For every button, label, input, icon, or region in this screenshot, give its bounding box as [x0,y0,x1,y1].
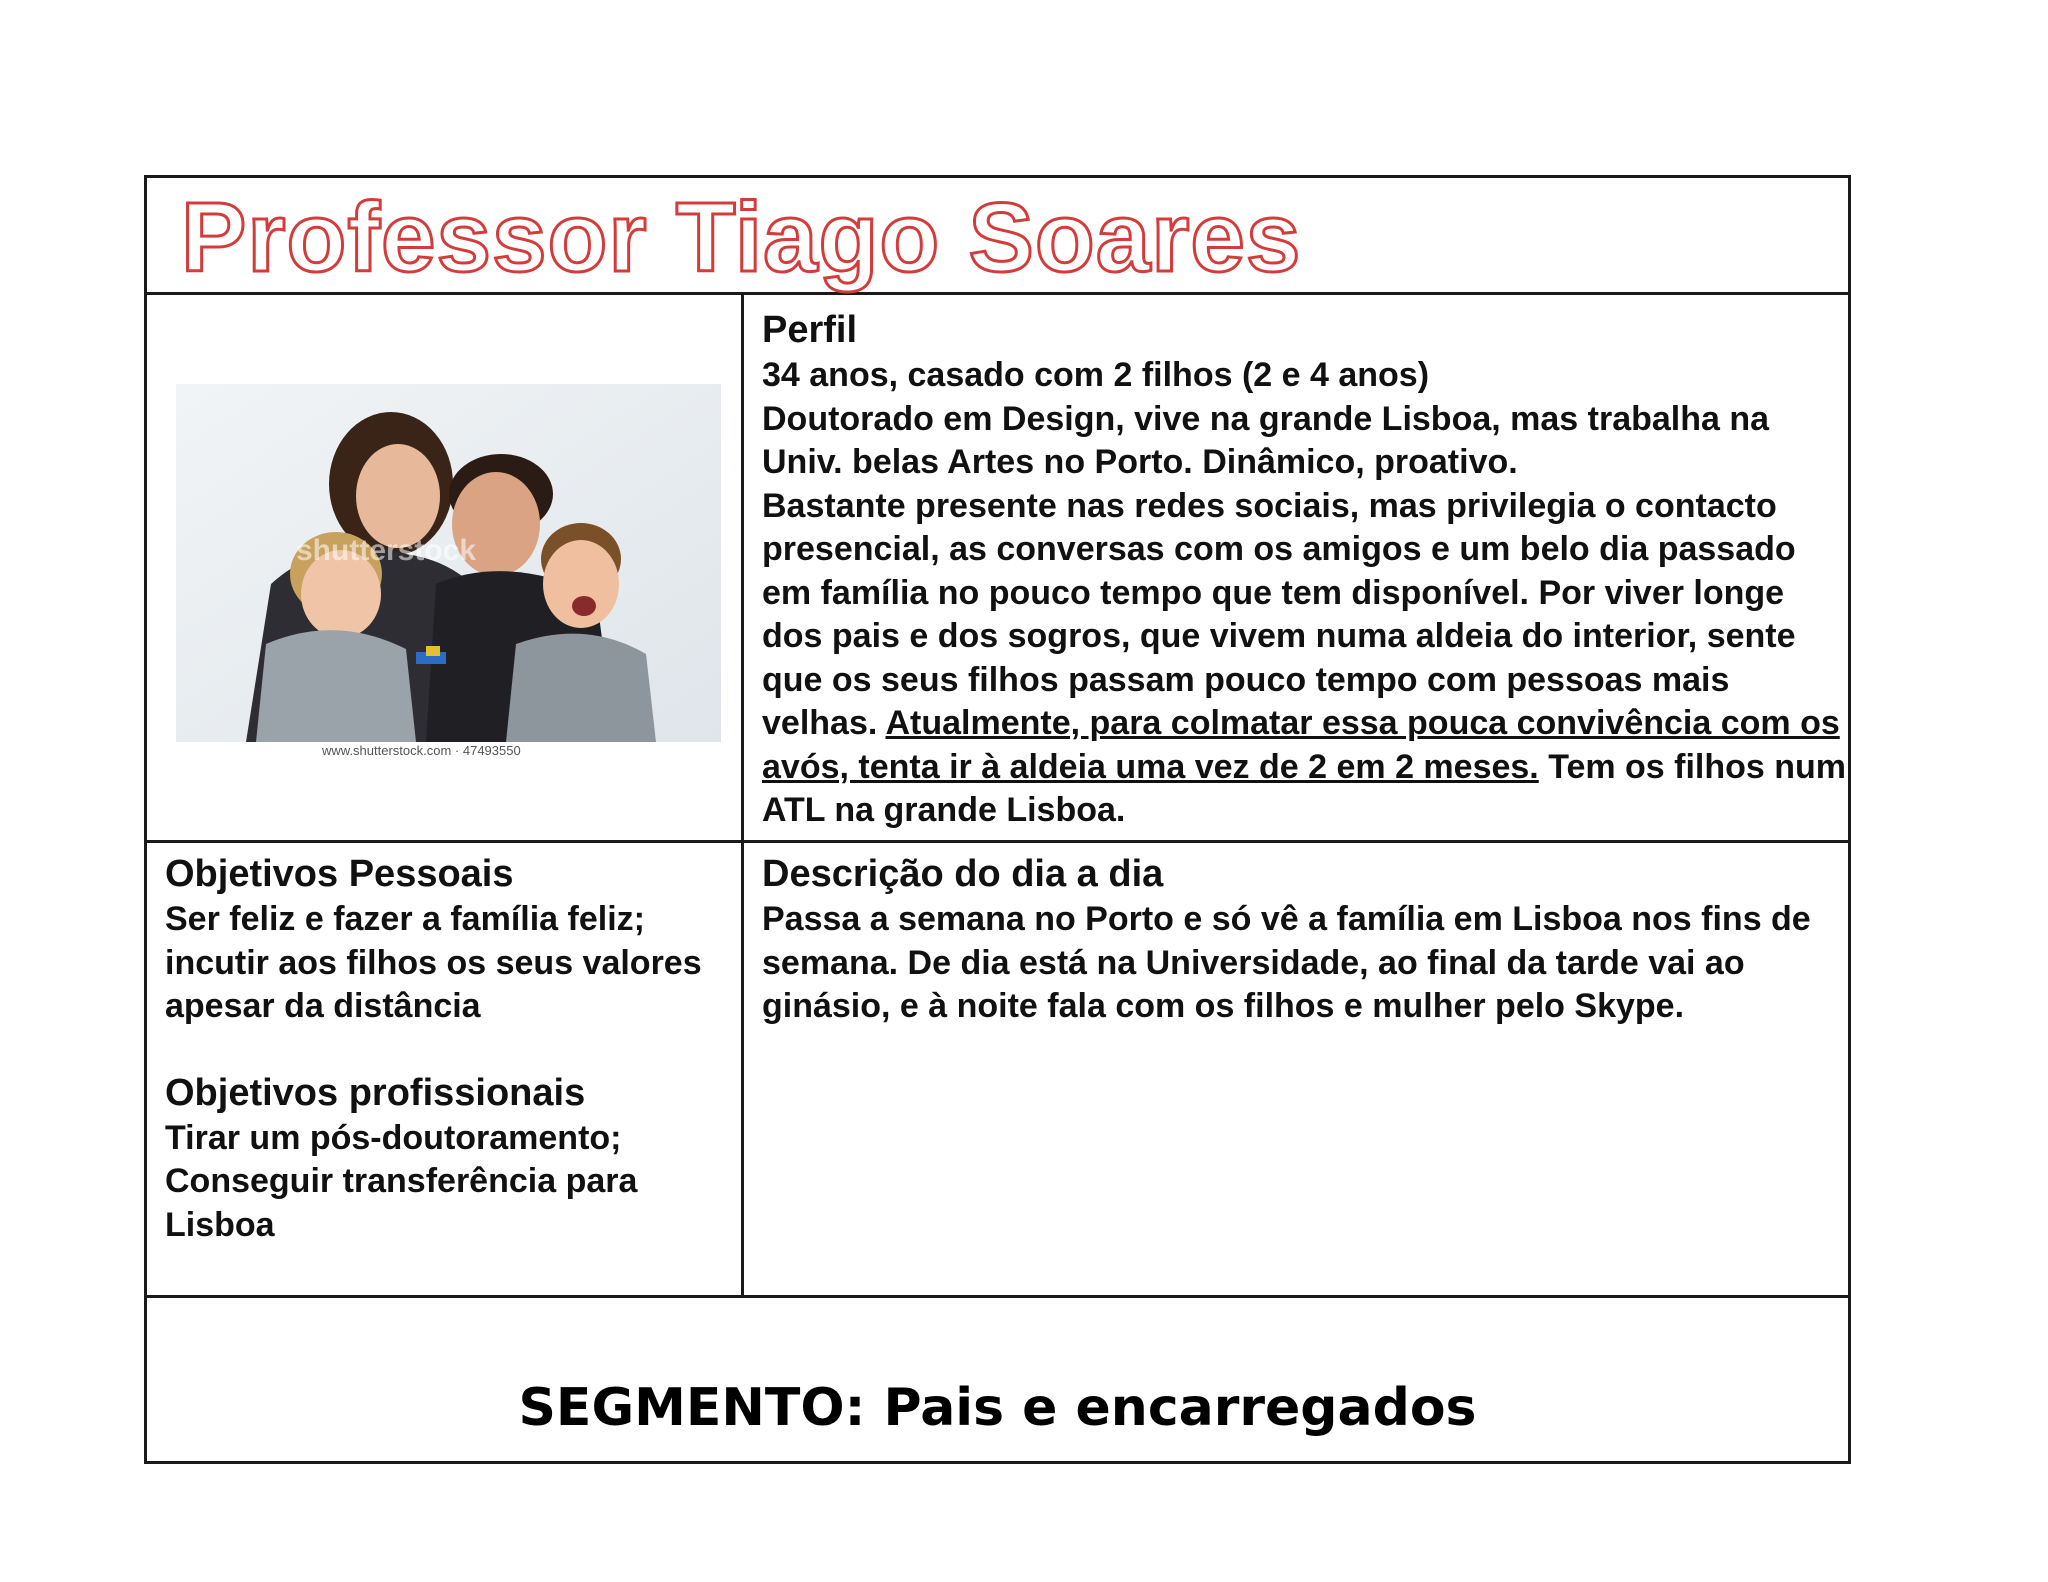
objetivos-section [165,850,735,1247]
perfil-section [762,306,1847,833]
row-divider-1 [147,840,1848,843]
column-divider-top [741,295,744,840]
section-gap [165,1029,735,1069]
objetivos-pessoais-heading: Objetivos Pessoais [165,853,514,895]
photo-watermark: shutterstock [296,534,477,567]
title-row [147,178,1848,295]
objetivos-pessoais-text: Ser feliz e fazer a família feliz; incutir aos filhos os seus valores apesar da distância [165,900,702,1025]
objetivos-profissionais-text: Tirar um pós-doutoramento; Conseguir transferência para Lisboa [165,1118,638,1244]
row-divider-2 [147,1295,1848,1298]
perfil-atl: Tem os filhos num ATL na grande Lisboa. [762,747,1847,829]
column-divider-middle [741,840,744,1298]
objetivos-profissionais-heading: Objetivos profissionais [165,1071,586,1114]
dia-a-dia-section [762,850,1847,1029]
perfil-lifestyle: Bastante presente nas redes sociais, mas privilegia o contacto presencial, as conversas com os amigos e um belo dia passado em família no pouco tempo que tem disponível. Por viver longe dos pais e dos sogros, que vivem numa aldeia do interior, sente que os seus filhos passam pouco tempo com pessoas mais velhas. [762,486,1796,742]
perfil-highlight: Atualmente, para colmatar essa pouca convivência com os avós, tenta ir à aldeia uma vez de 2 em 2 meses. [762,704,1840,786]
perfil-education: Doutorado em Design, vive na grande Lisboa, mas trabalha na Univ. belas Artes no Porto. Dinâmico, proativo. [762,399,1770,481]
segment-label: SEGMENTO: Pais e encarregados [518,1378,1477,1438]
perfil-age: 34 anos, casado com 2 filhos (2 e 4 anos) [762,356,1430,394]
persona-title: Professor Tiago Soares [181,182,1302,292]
persona-card [144,175,1851,1464]
family-photo [176,384,721,742]
perfil-heading: Perfil [762,309,858,351]
dia-a-dia-text: Passa a semana no Porto e só vê a família em Lisboa nos fins de semana. De dia está na Universidade, ao final da tarde vai ao ginásio, e à noite fala com os filhos e mulher pelo Skype. [762,900,1811,1025]
photo-credit: www.shutterstock.com · 47493550 [322,743,521,758]
dia-a-dia-heading: Descrição do dia a dia [762,853,1164,895]
